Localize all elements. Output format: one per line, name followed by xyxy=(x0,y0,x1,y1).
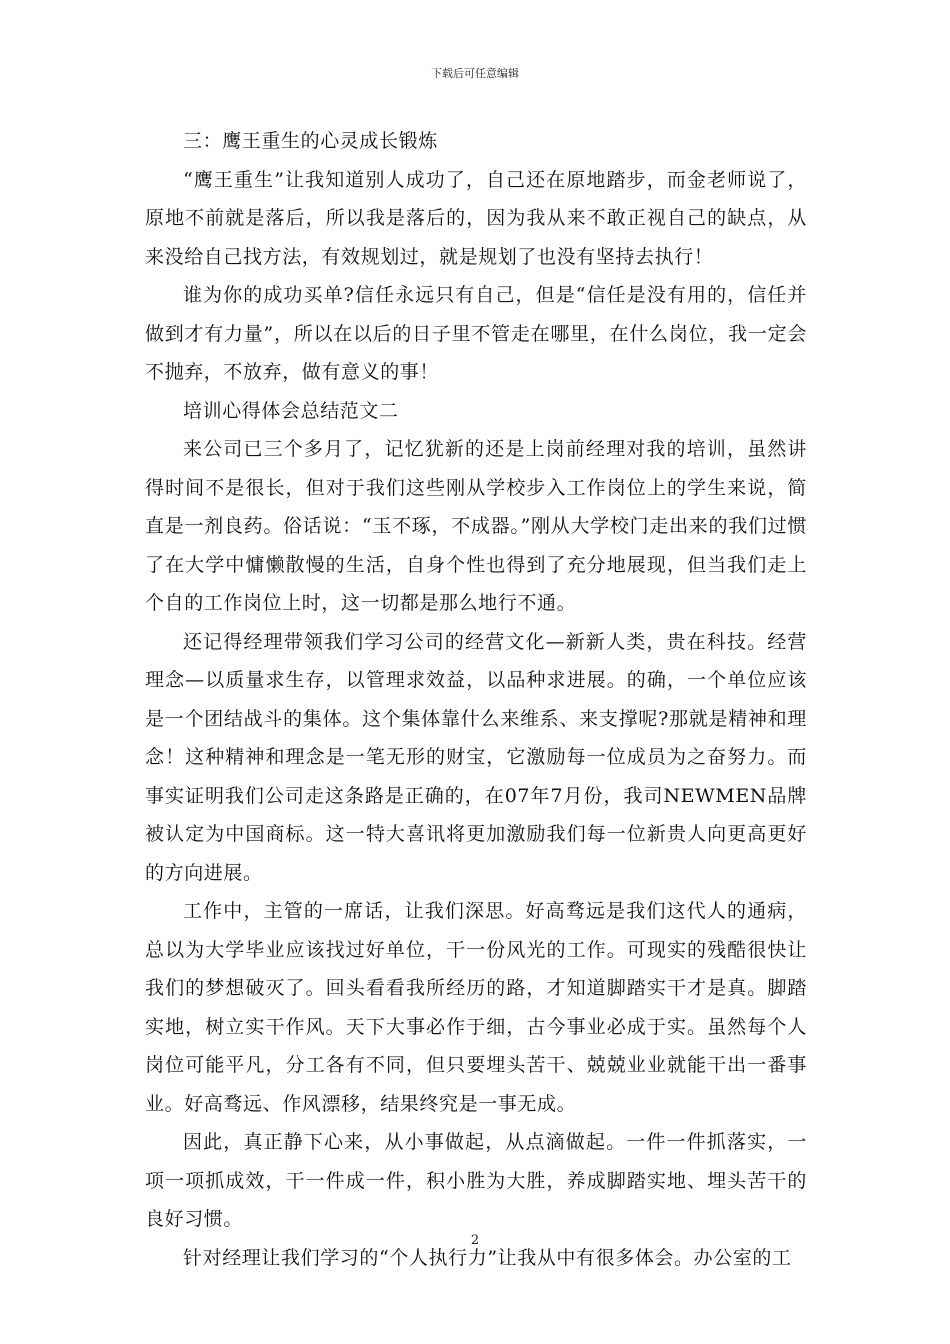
body-paragraph: “鹰王重生”让我知道别人成功了，自己还在原地踏步，而金老师说了，原地不前就是落后，所以我是落后的，因为我从来不敢正视自己的缺点，从来没给自己找方法，有效规划过，就是规划了也没有坚持去执行！ xyxy=(145,168,807,268)
body-paragraph: 谁为你的成功买单?信任永远只有自己，但是“信任是没有用的，信任并做到才有力量”，所以在以后的日子里不管走在哪里，在什么岗位，我一定会不抛弃，不放弃，做有意义的事！ xyxy=(145,284,807,383)
body-paragraph: 来公司已三个多月了，记忆犹新的还是上岗前经理对我的培训，虽然讲得时间不是很长，但对于我们这些刚从学校步入工作岗位上的学生来说，简直是一剂良药。俗话说：“玉不琢，不成器。”刚从大学校门走出来的我们过惯了在大学中慵懒散慢的生活，自身个性也得到了充分地展现，但当我们走上个自的工作岗位上时，这一切都是那么地行不通。 xyxy=(145,438,807,614)
body-paragraph: 因此，真正静下心来，从小事做起，从点滴做起。一件一件抓落实，一项一项抓成效，干一件成一件，积小胜为大胜，养成脚踏实地、埋头苦干的良好习惯。 xyxy=(145,1131,807,1230)
section-heading: 培训心得体会总结范文二 xyxy=(183,399,399,422)
page-header: 下载后可任意编辑 xyxy=(431,67,519,80)
page-number: 2 xyxy=(470,1233,480,1248)
body-paragraph: 工作中，主管的一席话，让我们深思。好高骛远是我们这代人的通病，总以为大学毕业应该找过好单位，干一份风光的工作。可现实的残酷很快让我们的梦想破灭了。回头看看我所经历的路，才知道脚踏实干才是真。脚踏实地，树立实干作风。天下大事必作于细，古今事业必成于实。虽然每个人岗位可能平凡，分工各有不同，但只要埋头苦干、兢兢业业就能干出一番事业。好高骛远、作风漂移，结果终究是一事无成。 xyxy=(145,900,807,1115)
body-paragraph: 还记得经理带领我们学习公司的经营文化—新新人类，贵在科技。经营理念—以质量求生存，以管理求效益，以品种求进展。的确，一个单位应该是一个团结战斗的集体。这个集体靠什么来维系、来支撑呢?那就是精神和理念！这种精神和理念是一笔无形的财宝，它激励每一位成员为之奋努力。而事实证明我们公司走这条路是正确的，在07年7月份，我司NEWMEN品牌被认定为中国商标。这一特大喜讯将更加激励我们每一位新贵人向更高更好的方向进展。 xyxy=(145,630,807,884)
section-heading: 三：鹰王重生的心灵成长锻炼 xyxy=(183,130,438,152)
document-body xyxy=(145,122,807,1277)
body-paragraph: 针对经理让我们学习的“个人执行力”让我从中有很多体会。办公室的工 xyxy=(183,1246,792,1269)
